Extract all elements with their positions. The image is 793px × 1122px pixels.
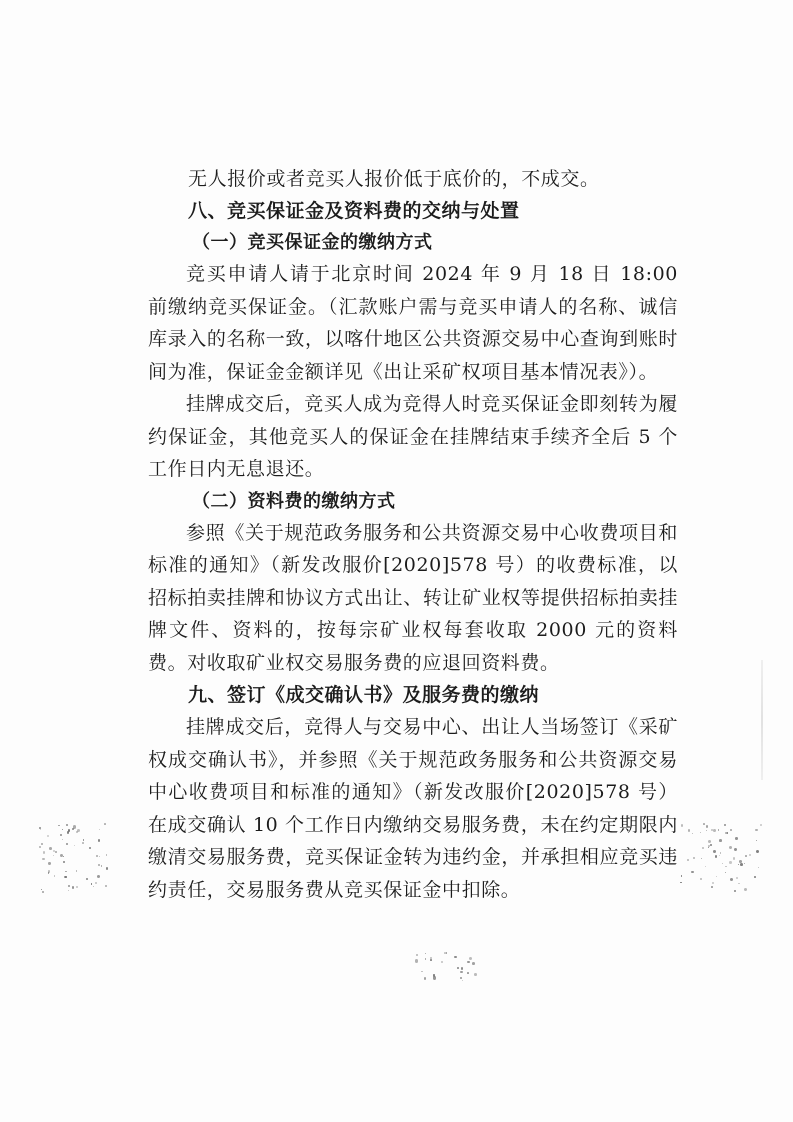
section-8-1-paragraph-1: 竞买申请人请于北京时间 2024 年 9 月 18 日 18:00 前缴纳竞买保证金。（汇款账户需与竞买申请人的名称、诚信库录入的名称一致，以喀什地区公共资源交易中心查询到账时间为准，保证金金额详见《出让采矿权项目基本情况表》）。 <box>148 263 678 383</box>
scan-speckle <box>68 890 69 891</box>
scan-speckle <box>41 889 42 890</box>
scan-speckle <box>711 886 713 888</box>
scan-speckle <box>688 829 690 831</box>
scan-speckle <box>461 967 463 969</box>
scan-speckle <box>457 967 459 969</box>
section-8-1-paragraph-2: 挂牌成交后，竞买人成为竞得人时竞买保证金即刻转为履约保证金，其他竞买人的保证金在挂牌结束手续齐全后 5 个工作日内无息退还。 <box>148 393 678 480</box>
scan-speckle <box>681 824 683 826</box>
scan-speckle <box>74 845 75 846</box>
scan-speckle <box>701 858 702 859</box>
scan-speckle <box>462 980 463 981</box>
scan-speckle <box>716 876 717 877</box>
scan-speckle <box>760 824 762 826</box>
scan-speckle <box>54 875 56 877</box>
scan-speckle <box>702 847 704 849</box>
scan-speckle <box>98 864 100 866</box>
scan-speckle <box>76 886 78 888</box>
scan-speckle <box>42 891 44 893</box>
scan-speckle <box>725 872 726 873</box>
scan-speckle <box>745 855 747 857</box>
scan-speckle <box>729 861 732 864</box>
scan-speckle <box>729 846 732 849</box>
scan-speckle <box>99 829 100 830</box>
scan-speckle <box>708 840 711 843</box>
scan-speckle <box>55 851 57 853</box>
scan-speckle <box>722 863 724 865</box>
scan-speckle <box>712 882 714 884</box>
scan-speckle <box>705 866 706 867</box>
scan-speckle <box>83 839 84 840</box>
scan-speckle <box>66 871 67 872</box>
scan-speckle <box>47 835 50 838</box>
scan-speckle <box>66 824 68 826</box>
scan-speckle <box>73 825 76 828</box>
scan-speckle <box>76 870 78 872</box>
scan-speckle <box>41 843 43 845</box>
scan-speckle <box>738 883 739 884</box>
scan-speckle <box>106 867 108 869</box>
scan-speckle <box>82 842 85 845</box>
scan-speckle <box>469 957 472 960</box>
scan-speckle <box>95 882 97 884</box>
scan-speckle <box>730 878 733 881</box>
scan-speckle <box>64 876 66 878</box>
scan-speckle <box>734 848 737 851</box>
scan-speckle <box>706 830 707 831</box>
scan-speckle <box>72 886 74 888</box>
scan-speckle <box>63 856 64 857</box>
scan-speckle <box>744 888 747 891</box>
scan-speckle <box>441 961 443 963</box>
scan-speckle <box>735 837 738 840</box>
section-8-subheading-2: （二）资料费的缴纳方式 <box>192 490 396 512</box>
scan-speckle <box>430 959 432 961</box>
scan-speckle <box>101 865 103 867</box>
scan-speckle <box>756 850 759 853</box>
scan-speckle <box>474 973 477 976</box>
section-8-subheading-1: （一）竞买保证金的缴纳方式 <box>192 232 433 253</box>
scan-speckle <box>720 852 721 853</box>
scan-speckle <box>77 829 80 832</box>
scan-speckle <box>700 878 702 880</box>
scan-speckle <box>754 876 756 878</box>
scan-speckle <box>421 971 423 973</box>
scan-speckle <box>49 847 52 850</box>
scan-speckle <box>736 877 738 879</box>
scan-speckle <box>700 832 701 833</box>
scan-speckle <box>60 834 62 836</box>
scan-speckle <box>467 972 469 974</box>
scan-speckle <box>89 847 91 849</box>
scan-speckle <box>93 886 94 887</box>
scan-speckle <box>48 870 50 872</box>
scan-speckle <box>733 857 735 859</box>
scan-speckle <box>680 882 681 883</box>
scan-speckle <box>425 958 426 959</box>
scan-speckle <box>703 823 705 825</box>
scan-speckle <box>725 866 726 867</box>
scan-speckle <box>681 875 682 876</box>
scan-speckle <box>724 824 726 826</box>
scan-speckle <box>99 856 101 858</box>
scan-speckle <box>433 976 436 979</box>
section-9-heading: 九、签订《成交确认书》及服务费的缴纳 <box>188 684 540 706</box>
scan-speckle <box>730 829 732 831</box>
scan-speckle <box>738 864 739 865</box>
scan-speckle <box>430 957 432 959</box>
scan-speckle <box>58 825 59 826</box>
scan-speckle <box>706 825 709 828</box>
scan-speckle <box>715 855 717 857</box>
scan-speckle <box>749 854 751 856</box>
scan-speckle <box>433 974 435 976</box>
scan-speckle <box>444 952 446 954</box>
scan-speckle <box>72 828 74 830</box>
intro-line: 无人报价或者竞买人报价低于底价的，不成交。 <box>188 168 600 190</box>
scan-speckle <box>91 883 93 885</box>
scan-speckle <box>425 953 426 954</box>
scan-speckle <box>98 839 100 841</box>
scan-speckle <box>39 827 41 829</box>
scan-speckle <box>687 859 689 861</box>
scan-speckle <box>39 846 41 848</box>
scan-speckle <box>65 871 66 872</box>
scan-speckle <box>48 862 50 864</box>
scan-speckle <box>713 850 716 853</box>
scan-speckle <box>53 855 54 856</box>
scan-speckle <box>97 875 100 878</box>
scan-speckle <box>96 855 98 857</box>
scan-speckle <box>62 829 64 831</box>
scan-speckle <box>415 959 418 962</box>
scan-speckle <box>68 885 70 887</box>
scan-speckle <box>43 851 45 853</box>
section-8-2-paragraph-1: 参照《关于规范政务服务和公共资源交易中心收费项目和标准的通知》（新发改服价[2020]578 号）的收费标准，以招标拍卖挂牌和协议方式出让、转让矿业权等提供招标拍卖挂牌文件、资料的，按每宗矿业权每套收取 2000 元的资料费。对收取矿业权交易服务费的应退回资料费。 <box>148 521 678 674</box>
scan-speckle <box>86 878 88 880</box>
scan-speckle <box>710 844 712 846</box>
scan-speckle <box>718 829 720 831</box>
scan-speckle <box>758 867 759 868</box>
scan-speckle <box>719 855 720 856</box>
scan-speckle <box>744 863 745 864</box>
scan-speckle <box>740 863 743 866</box>
scan-speckle <box>66 843 68 845</box>
scan-speckle <box>460 971 463 974</box>
scan-speckle <box>106 854 107 855</box>
scan-speckle <box>693 857 695 859</box>
scan-speckle <box>472 962 475 965</box>
scan-speckle <box>719 839 722 842</box>
scan-speckle <box>725 832 727 834</box>
scan-speckle <box>104 823 106 825</box>
scan-speckle <box>446 952 448 954</box>
scan-speckle <box>424 977 426 979</box>
scan-speckle <box>53 850 55 852</box>
scan-speckle <box>67 831 69 833</box>
scan-speckle <box>42 858 44 860</box>
section-8-heading: 八、竞买保证金及资料费的交纳与处置 <box>188 200 520 222</box>
scan-speckle <box>416 954 419 957</box>
scan-speckle <box>734 890 736 892</box>
scan-speckle <box>755 829 757 831</box>
scan-speckle <box>691 871 693 873</box>
scan-speckle <box>467 961 470 964</box>
scan-speckle <box>708 847 709 848</box>
scan-edge-mark <box>761 660 763 780</box>
scan-speckle <box>62 839 63 840</box>
document-body <box>148 163 678 906</box>
scan-speckle <box>756 840 758 842</box>
scan-speckle <box>63 861 65 863</box>
scan-speckle <box>713 829 716 832</box>
scan-speckle <box>454 956 456 958</box>
scan-speckle <box>692 833 693 834</box>
section-9-paragraph-1: 挂牌成交后，竞得人与交易中心、出让人当场签订《采矿权成交确认书》，并参照《关于规范政务服务和公共资源交易中心收费项目和标准的通知》（新发改服价[2020]578 号）在成交确认 10 个工作日内缴纳交易服务费，未在约定期限内缴清交易服务费，竞买保证金转为违约金，并承担相应竞买违约责任，交易服务费从竞买保证金中扣除。 <box>148 716 678 901</box>
scan-speckle <box>105 885 107 887</box>
